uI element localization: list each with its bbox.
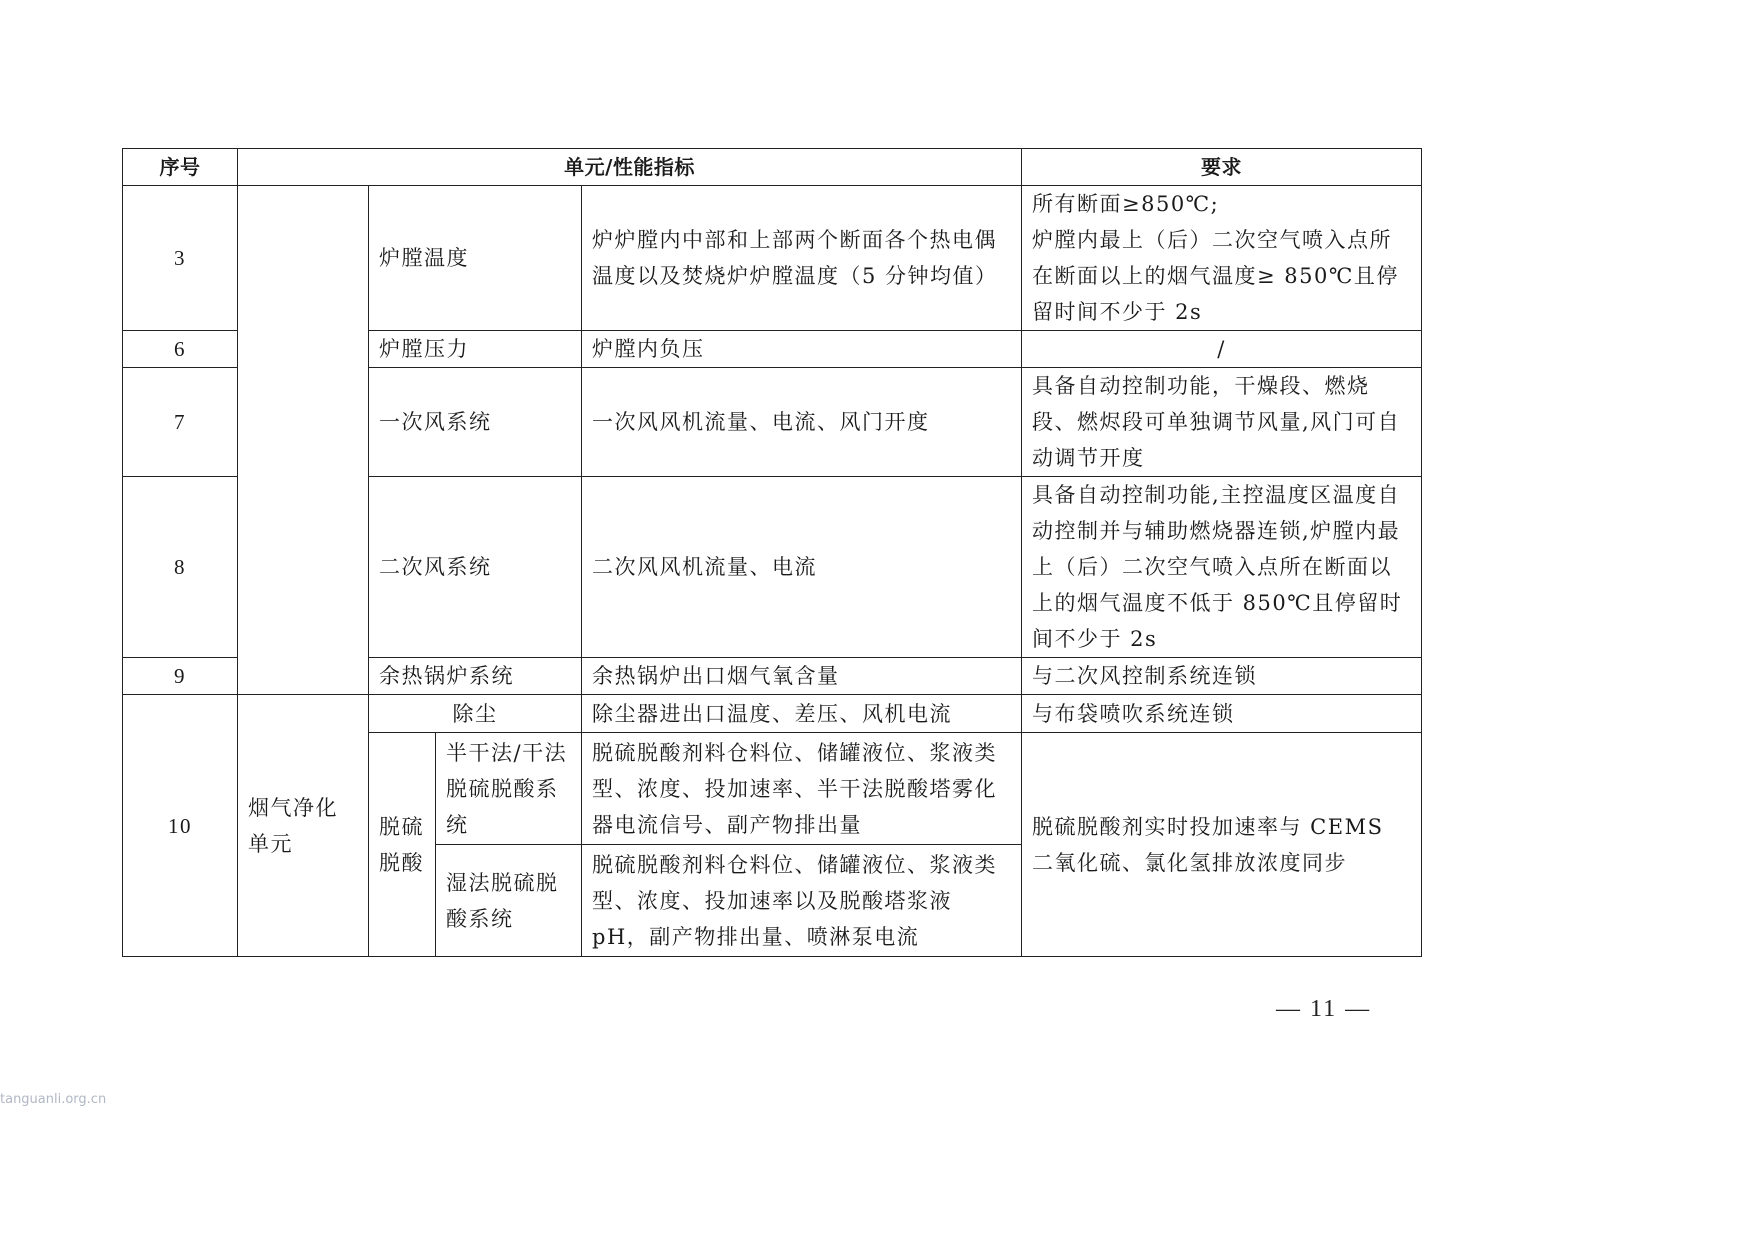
row-indicator: 炉膛压力: [369, 331, 582, 368]
row-unit-flue-gas: 烟气净化单元: [238, 695, 369, 957]
header-req: 要求: [1022, 149, 1422, 186]
row-param-wet: 脱硫脱酸剂料仓料位、储罐液位、浆液类型、浓度、投加速率以及脱酸塔浆液 pH，副产物排出量、喷淋泵电流: [582, 845, 1022, 957]
row-indicator: 余热锅炉系统: [369, 658, 582, 695]
row-param: 余热锅炉出口烟气氧含量: [582, 658, 1022, 695]
header-unit: 单元/性能指标: [238, 149, 1022, 186]
row-param: 炉炉膛内中部和上部两个断面各个热电偶温度以及焚烧炉炉膛温度（5 分钟均值）: [582, 186, 1022, 331]
row-indicator: 二次风系统: [369, 477, 582, 658]
row-req-dust: 与布袋喷吹系统连锁: [1022, 695, 1422, 733]
parameter-table: [122, 148, 1422, 957]
table-row: [123, 186, 1422, 331]
table-row: [123, 695, 1422, 733]
row-req: 所有断面≥850℃; 炉膛内最上（后）二次空气喷入点所在断面以上的烟气温度≥ 850℃且停留时间不少于 2s: [1022, 186, 1422, 331]
row-req-desulf: 脱硫脱酸剂实时投加速率与 CEMS 二氧化硫、氯化氢排放浓度同步: [1022, 733, 1422, 957]
row-indicator: 一次风系统: [369, 368, 582, 477]
row-param-dust: 除尘器进出口温度、差压、风机电流: [582, 695, 1022, 733]
row-req: 具备自动控制功能,主控温度区温度自动控制并与辅助燃烧器连锁,炉膛内最上（后）二次空气喷入点所在断面以上的烟气温度不低于 850℃且停留时间不少于 2s: [1022, 477, 1422, 658]
row-req: 具备自动控制功能，干燥段、燃烧段、燃烬段可单独调节风量,风门可自动调节开度: [1022, 368, 1422, 477]
row-unit-empty: [238, 186, 369, 695]
row-seq: 10: [123, 695, 238, 957]
row-req: /: [1022, 331, 1422, 368]
row-param-semidry: 脱硫脱酸剂料仓料位、储罐液位、浆液类型、浓度、投加速率、半干法脱酸塔雾化器电流信号、副产物排出量: [582, 733, 1022, 845]
row-param: 二次风风机流量、电流: [582, 477, 1022, 658]
row-desulf-label: 脱硫脱酸: [369, 733, 436, 957]
row-req: 与二次风控制系统连锁: [1022, 658, 1422, 695]
row-indicator-semidry: 半干法/干法脱硫脱酸系统: [436, 733, 582, 845]
row-param: 炉膛内负压: [582, 331, 1022, 368]
row-indicator-dust: 除尘: [369, 695, 582, 733]
row-seq: 6: [123, 331, 238, 368]
table-header-row: [123, 149, 1422, 186]
row-seq: 9: [123, 658, 238, 695]
row-seq: 8: [123, 477, 238, 658]
row-indicator-wet: 湿法脱硫脱酸系统: [436, 845, 582, 957]
watermark: tanguanli.org.cn: [0, 1092, 107, 1107]
row-indicator: 炉膛温度: [369, 186, 582, 331]
page-number: — 11 —: [1276, 996, 1372, 1022]
row-param: 一次风风机流量、电流、风门开度: [582, 368, 1022, 477]
row-seq: 7: [123, 368, 238, 477]
row-seq: 3: [123, 186, 238, 331]
header-seq: 序号: [123, 149, 238, 186]
